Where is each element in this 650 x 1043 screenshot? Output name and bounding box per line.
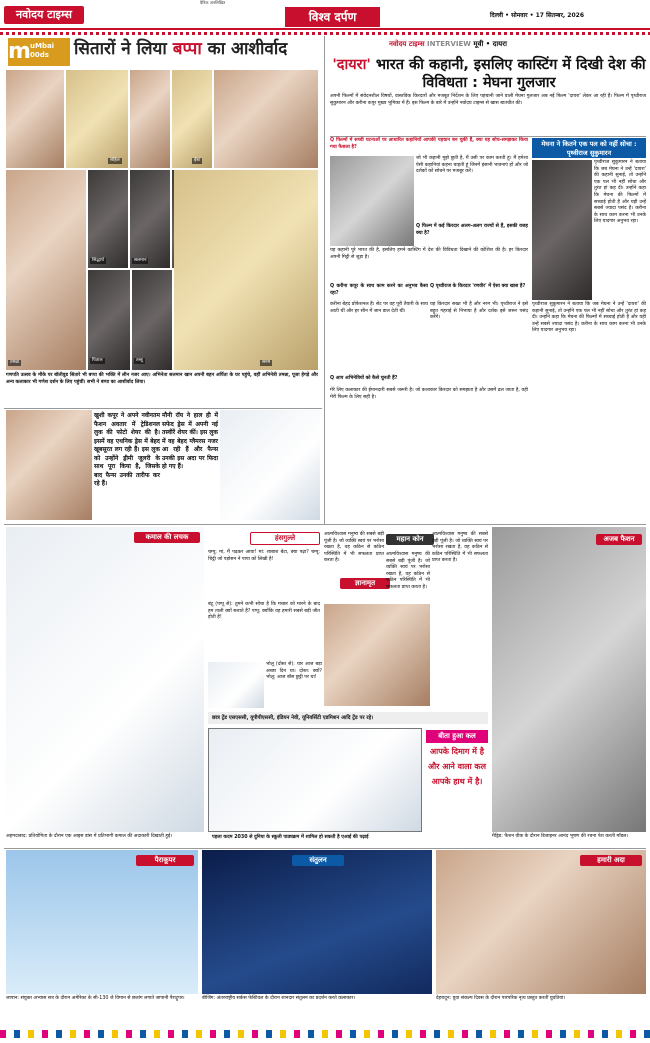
photo-khushi-kapoor	[6, 410, 92, 520]
ada-caption: देहरादून: युवा संकल्प दिवस के दौरान पारंपरिक नृत्य प्रस्तुत करतीं युवतियां।	[436, 996, 566, 1001]
photo-meghna-gulzar	[330, 156, 414, 246]
photo-actress-1	[6, 70, 64, 168]
mouni-roy-text: मौनी रॉय ने हाल ही में सफेद ड्रेस में अपनी नई तस्वीरें शेयर कीं। इस लुक में वह बेहद ग्लैमरस नजर आ रही हैं और फैन्स उनकी इस अदा पर फिदा हो गए हैं।	[162, 412, 218, 470]
sidebar-title: मेघना ने कितने एक पल को नहीं सोचा : पृथ्वीराज सुकुमारन	[532, 138, 646, 158]
bita-hua-kal-box	[426, 730, 488, 830]
photo-label: तब्बू	[136, 358, 143, 363]
color-registration-strip	[0, 1030, 650, 1038]
interview-answer-5: मेरे लिए कलाकार की ईमानदारी सबसे जरूरी है। जो कलाकार किरदार को समझता है और उसमें ढल जाता है, वही मेरी फिल्म के लिए सही है।	[330, 388, 528, 400]
interview-answer-4: यह किरदार सख्त भी है और नरम भी। पृथ्वीराज ने इसे बहुत गहराई से निभाया है और दर्शक इसे जरूर पसंद करेंगे।	[430, 302, 528, 321]
joke-2: बंटू (पप्पू से): तुमने कभी सोचा है कि मच्छर को मारने के बाद हम ताली क्यों बजाते हैं? पप्पू: क्योंकि वह हमारी सबसे बड़ी जीत होती है!	[208, 602, 320, 621]
section-title: विश्व दर्पण	[285, 7, 380, 27]
photo-ice-dancer	[6, 527, 204, 832]
photo-label: सोहेल	[110, 158, 120, 163]
interview-intro: अपनी फिल्मों में संवेदनशील विषयों, वास्तविक किरदारों और मजबूत निर्देशन के लिए पहचानी जाने वाली मेघना गुलजार अब नई फिल्म 'दायरा' लेकर आ रही हैं। फिल्म में पृथ्वीराज सुकुमारन और करीना कपूर मुख्य भूमिका में हैं। इस फिल्म के बारे में उन्होंने नवोदय टाइम्स से खास बातचीत की।	[330, 94, 646, 106]
photo-actress-5	[214, 70, 318, 168]
photo-actress-yellow	[174, 170, 318, 370]
photo-actor-5	[132, 270, 172, 370]
interview-question-4: Q पृथ्वीराज के किरदार 'रणवीर' में ऐसा क्या खास है?	[430, 284, 526, 289]
photo-label: सिद्धार्थ	[92, 258, 104, 263]
gyanamrit-title: ज्ञानामृत	[340, 578, 390, 589]
interview-question-2: Q फिल्म में कई किरदार अलग-अलग राज्यों से हैं, इसकी वजह क्या है?	[416, 224, 528, 236]
photo-actress-3	[130, 70, 170, 168]
photo-label: सनम	[262, 360, 271, 365]
divider	[4, 408, 322, 409]
mumbai-goods-logo: m uMbai 00ds	[8, 38, 70, 66]
interview-question-5: Q आप अभिनेत्रियों को कैसे चुनती हैं?	[330, 376, 398, 381]
photo-actor-4	[88, 270, 130, 370]
interview-answer-2: यह कहानी पूरे भारत की है, इसलिए हमने कास्टिंग में देश की विविधता दिखाने की कोशिश की है। हर किरदार अपनी मिट्टी से जुड़ा है।	[330, 248, 528, 260]
interview-label: नवोदय टाइम्स INTERVIEW मूवी • दायरा	[389, 40, 507, 48]
header-divider	[0, 32, 650, 35]
ajab-fashion-title: अजब फैशन	[596, 534, 642, 545]
hamari-ada-title: हमारी अदा	[580, 855, 642, 866]
sidebar-answer-1: पृथ्वीराज सुकुमारन ने बताया कि जब मेघना ने उन्हें 'दायरा' की कहानी सुनाई, तो उन्होंने एक पल भी नहीं सोचा और तुरंत हां कह दी। उन्होंने कहा कि मेघना की फिल्मों में सच्चाई होती है और यही उन्हें सबसे ज्यादा पसंद है। करीना के साथ काम करना भी उनके लिए यादगार अनुभव रहा।	[594, 160, 646, 225]
mumbai-headline: सितारों ने लिया बप्पा का आशीर्वाद	[74, 39, 288, 59]
kamal-ki-lachak-title: कमाल की लचक	[134, 532, 200, 543]
divider	[4, 524, 646, 525]
divider	[330, 136, 646, 137]
interview-question-3: Q करीना कपूर के साथ काम करने का अनुभव कैसा रहा?	[330, 284, 428, 296]
joke-3: भोलू (दोस्त से): यार आज बड़ा अच्छा दिन था। दोस्त: क्यों? भोलू: आज बॉस छुट्टी पर था!	[266, 662, 322, 681]
gyan-text-2: आत्मविश्वास मनुष्य की सबसे बड़ी पूंजी है। जो व्यक्ति स्वयं पर भरोसा रखता है, वह कठिन से कठिन परिस्थिति में भी सफलता प्राप्त करता है।	[386, 552, 430, 590]
photo-actress-2	[66, 70, 128, 168]
photo-ajab-fashion	[492, 527, 646, 832]
photo-label: ईशा	[194, 158, 201, 163]
photo-actress-tamanna	[6, 170, 86, 370]
photo-painting	[324, 604, 430, 706]
santulan-title: संतुलन	[292, 855, 344, 866]
divider	[4, 848, 646, 849]
bita-line-2: और आने वाला कल	[427, 762, 486, 772]
photo-actress-4	[172, 70, 212, 168]
gyan-text-3: आत्मविश्वास मनुष्य की सबसे बड़ी पूंजी है। जो व्यक्ति स्वयं पर भरोसा रखता है, वह कठिन से कठिन परिस्थिति में भी सफलता प्राप्त करता है।	[432, 532, 488, 564]
mauka-caption: पहला कदम 2030 से दुनिया के स्कूली पाठ्यक्रम में शामिल हो सकती है एआई की पढ़ाई	[212, 835, 369, 840]
photo-cartoon	[208, 728, 422, 832]
column-divider	[324, 36, 325, 524]
photo-dancers	[436, 850, 646, 994]
issue-date: दिल्ली • सोमवार • 17 सितम्बर, 2026	[490, 12, 585, 19]
bita-line-3: आपके हाथ में है।	[431, 777, 483, 787]
masthead: नवोदय टाइम्स	[4, 6, 84, 24]
photo-actor-1	[88, 170, 128, 268]
photo-label: तमन्ना	[10, 360, 19, 365]
photo-acrobats	[202, 850, 432, 994]
interview-headline: 'दायरा' भारत की कहानी, इसलिए कास्टिंग में दिखी देश की विविधता : मेघना गुलजार	[332, 57, 646, 91]
photo-label: सलमान	[134, 258, 147, 263]
bita-title: बीता हुआ कल	[426, 730, 488, 743]
hansgulle-title: हंसगुल्ले	[250, 532, 320, 545]
mumbai-caption: गणपति उत्सव के मौके पर बॉलीवुड सितारे भी बप्पा की भक्ति में लीन नजर आए। अभिनेता सलमान खान अपनी बहन अर्पिता के घर पहुंचे, वहीं अभिनेत्री तमन्ना, पूजा हेगड़े और अन्य कलाकार भी गणेश दर्शन के लिए पहुंचीं। सभी ने बप्पा का आशीर्वाद लिया।	[6, 373, 318, 385]
kamal-caption: अहमदाबाद: प्रतियोगिता के दौरान एक आइस डांस में प्रतिभागी कमाल की अदाकारी दिखाती हुई।	[6, 834, 173, 839]
photo-paratroopers	[6, 850, 198, 994]
cartoon-figure	[208, 662, 264, 708]
bita-line-1: आपके दिमाग में है	[430, 747, 484, 757]
sidebar-answer-2: पृथ्वीराज सुकुमारन ने बताया कि जब मेघना ने उन्हें 'दायरा' की कहानी सुनाई, तो उन्होंने एक पल भी नहीं सोचा और तुरंत हां कह दी। उन्होंने कहा कि मेघना की फिल्मों में सच्चाई होती है और यही उन्हें सबसे ज्यादा पसंद है। करीना के साथ काम करना भी उनके लिए यादगार अनुभव रहा।	[532, 302, 646, 334]
interview-answer-1: जो भी कहानी मुझे छूती है, मैं उसी पर काम करती हूं। मैं हमेशा ऐसी कहानियां कहना चाहती हूं जिनमें इंसानी भावनाएं हों और जो दर्शकों को सोचने पर मजबूर करें।	[416, 156, 528, 175]
khushi-kapoor-text: खुशी कपूर ने अपने नवीनतम फैशन अवतार में ट्रेडिशनल लुक की फोटो शेयर की है। इसमें वह एथनिक ड्रेस में बेहद खूबसूरत लग रही हैं। इस लुक को उन्होंने ड्रीमी जूलरी के साथ पूरा किया है, जिसके बाद फैन्स उनकी तारीफ कर रहे हैं।	[94, 412, 160, 487]
photo-mouni-roy	[220, 410, 320, 520]
strip-title: छात्र ट्रेंड एसएससी, यूपीपीएससी, इंडियन नेवी, यूनिवर्सिटी एडमिशन आदि ट्रेंड पर रहे।	[208, 712, 488, 724]
joke-1: चम्पू: मां, मैं पढ़कर आया! मां: शाबाश बेटा, क्या पढ़ा? चम्पू: चिट्ठी जो पड़ोसन ने पापा को लिखी है!	[208, 550, 320, 562]
gyan-text-1: आत्मविश्वास मनुष्य की सबसे बड़ी पूंजी है। जो व्यक्ति स्वयं पर भरोसा रखता है, वह कठिन से कठिन परिस्थिति में भी सफलता प्राप्त करता है।	[324, 532, 384, 564]
photo-label: पिताल	[92, 358, 103, 363]
photo-actor-2	[130, 170, 170, 268]
photo-prithviraj	[532, 160, 592, 300]
ajab-caption: मैड्रिड: फैशन वीक के दौरान डिजाइनर आनंद भूषण की रचना पेश करती मॉडल।	[492, 834, 629, 839]
interview-question-1: Q फिल्मों में सच्ची घटनाओं पर आधारित कहानियाँ आपकी पहचान बन चुकी हैं, क्या यह सोच-समझकर किया गया फैसला है?	[330, 138, 528, 150]
mahan-kon-title: महान कोन	[386, 534, 434, 545]
interview-answer-3: करीना बेहद प्रोफेशनल हैं। सेट पर वह पूरी तैयारी के साथ आती थीं और हर सीन में जान डाल देती थीं।	[330, 302, 428, 314]
paratrooper-title: पैराकूपर	[136, 855, 194, 866]
para-caption: जापान: संयुक्त अभ्यास सत्र के दौरान अमेरिका के सी-130 जे विमान से छलांग लगाते जापानी पैराट्रूपर।	[6, 996, 185, 1001]
masthead-tagline: दैनिक अनलिखित	[200, 0, 226, 5]
santulan-caption: बीजिंग: अंतरराष्ट्रीय सर्कस फेस्टिवल के दौरान शानदार संतुलन का प्रदर्शन करते कलाकार।	[202, 996, 356, 1001]
